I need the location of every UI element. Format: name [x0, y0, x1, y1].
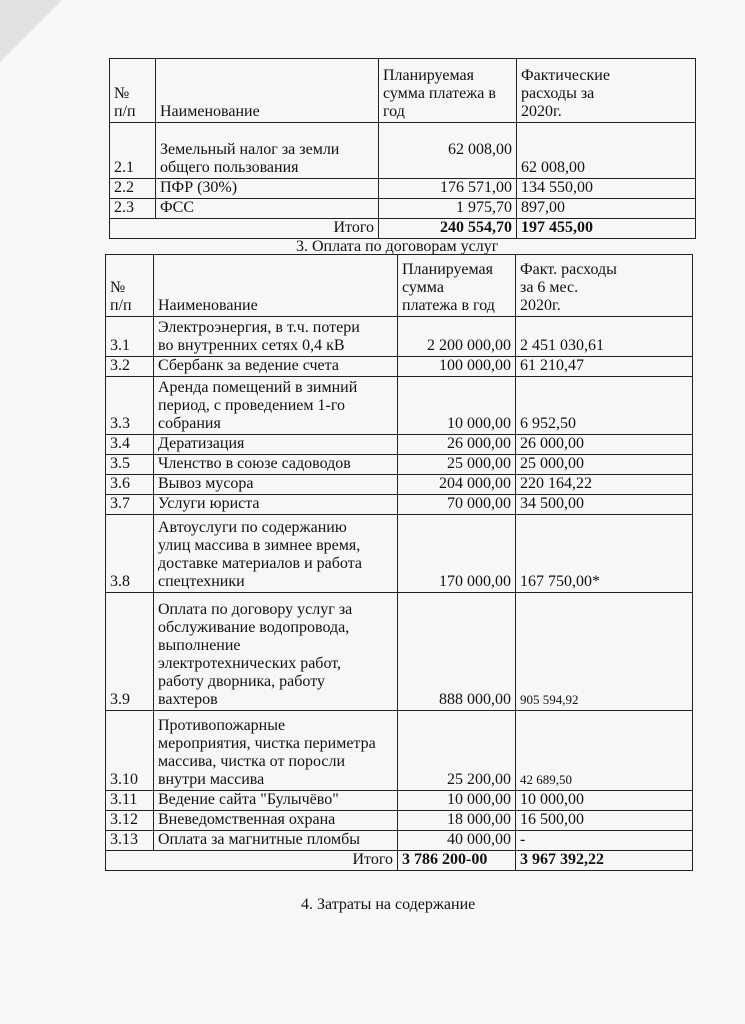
header-actual: Факт. расходы за 6 мес. 2020г. [516, 255, 693, 317]
table-row [110, 199, 696, 219]
row-name: Вневедомственная охрана [154, 811, 398, 831]
row-name: Оплата по договору услуг за обслуживание водопровода, выполнение электротехнических работ, работу дворника, работу вахтеров [154, 593, 398, 711]
row-planned: 62 008,00 [379, 123, 517, 179]
table-row [106, 811, 693, 831]
row-num: 3.1 [106, 317, 154, 357]
row-num: 3.11 [106, 791, 154, 811]
total-planned: 240 554,70 [379, 219, 517, 239]
row-actual: 2 451 030,61 [516, 317, 693, 357]
table-row [106, 455, 693, 475]
row-name: Автоуслуги по содержанию улиц массива в зимнее время, доставке материалов и работа спецтехники [154, 515, 398, 593]
table-row [106, 377, 693, 435]
row-name: Дератизация [154, 435, 398, 455]
table-total-row [106, 851, 693, 871]
table-row [106, 475, 693, 495]
row-actual: 905 594,92 [516, 593, 693, 711]
row-planned: 25 000,00 [398, 455, 516, 475]
row-num: 3.7 [106, 495, 154, 515]
row-planned: 10 000,00 [398, 791, 516, 811]
row-name: Аренда помещений в зимний период, с проведением 1-го собрания [154, 377, 398, 435]
header-num: № п/п [106, 255, 154, 317]
row-num: 3.3 [106, 377, 154, 435]
row-actual: 62 008,00 [517, 123, 696, 179]
table-row [106, 593, 693, 711]
row-num: 2.2 [110, 179, 156, 199]
row-num: 3.13 [106, 831, 154, 851]
total-label: Итого [106, 851, 398, 871]
row-actual: 61 210,47 [516, 357, 693, 377]
row-actual: 6 952,50 [516, 377, 693, 435]
row-planned: 170 000,00 [398, 515, 516, 593]
row-name: Сбербанк за ведение счета [154, 357, 398, 377]
row-planned: 888 000,00 [398, 593, 516, 711]
row-name: ПФР (30%) [156, 179, 379, 199]
table-row [106, 831, 693, 851]
table-row [106, 515, 693, 593]
header-name: Наименование [156, 59, 379, 123]
row-num: 3.2 [106, 357, 154, 377]
header-actual: Фактические расходы за 2020г. [517, 59, 696, 123]
service-contracts-table [105, 254, 693, 871]
row-planned: 70 000,00 [398, 495, 516, 515]
row-num: 2.3 [110, 199, 156, 219]
table-header-row [110, 59, 696, 123]
row-planned: 10 000,00 [398, 377, 516, 435]
table-total-row [110, 219, 696, 239]
row-planned: 40 000,00 [398, 831, 516, 851]
row-actual: 134 550,00 [517, 179, 696, 199]
table-row [106, 711, 693, 791]
total-label: Итого [110, 219, 379, 239]
section-heading: 3. Оплата по договорам услуг [296, 238, 499, 255]
section-heading: 4. Затраты на содержание [301, 896, 476, 913]
row-planned: 176 571,00 [379, 179, 517, 199]
header-planned: Планируемая сумма платежа в год [398, 255, 516, 317]
total-planned: 3 786 200-00 [398, 851, 516, 871]
row-planned: 26 000,00 [398, 435, 516, 455]
row-planned: 100 000,00 [398, 357, 516, 377]
row-planned: 204 000,00 [398, 475, 516, 495]
row-name: Услуги юриста [154, 495, 398, 515]
row-num: 3.9 [106, 593, 154, 711]
row-name: Ведение сайта "Булычёво" [154, 791, 398, 811]
header-num: № п/п [110, 59, 156, 123]
row-actual: 220 164,22 [516, 475, 693, 495]
row-planned: 2 200 000,00 [398, 317, 516, 357]
row-name: ФСС [156, 199, 379, 219]
tax-payments-table [109, 58, 696, 239]
row-name: Членство в союзе садоводов [154, 455, 398, 475]
row-planned: 18 000,00 [398, 811, 516, 831]
row-num: 3.6 [106, 475, 154, 495]
header-name: Наименование [154, 255, 398, 317]
table-row [110, 123, 696, 179]
row-actual: 10 000,00 [516, 791, 693, 811]
row-name: Вывоз мусора [154, 475, 398, 495]
row-name: Земельный налог за земли общего пользования [156, 123, 379, 179]
row-actual: 26 000,00 [516, 435, 693, 455]
table-row [106, 435, 693, 455]
row-name: Оплата за магнитные пломбы [154, 831, 398, 851]
row-num: 3.4 [106, 435, 154, 455]
row-actual: - [516, 831, 693, 851]
row-actual: 42 689,50 [516, 711, 693, 791]
row-planned: 25 200,00 [398, 711, 516, 791]
row-num: 3.12 [106, 811, 154, 831]
row-actual: 25 000,00 [516, 455, 693, 475]
table-row [106, 317, 693, 357]
row-name: Электроэнергия, в т.ч. потери во внутренних сетях 0,4 кВ [154, 317, 398, 357]
row-num: 3.5 [106, 455, 154, 475]
row-actual: 34 500,00 [516, 495, 693, 515]
row-num: 3.8 [106, 515, 154, 593]
row-planned: 1 975,70 [379, 199, 517, 219]
table-row [106, 495, 693, 515]
row-actual: 16 500,00 [516, 811, 693, 831]
page-corner-fold [0, 0, 62, 62]
row-actual: 897,00 [517, 199, 696, 219]
header-planned: Планируемая сумма платежа в год [379, 59, 517, 123]
total-actual: 3 967 392,22 [516, 851, 693, 871]
table-row [110, 179, 696, 199]
total-actual: 197 455,00 [517, 219, 696, 239]
row-name: Противопожарные мероприятия, чистка периметра массива, чистка от поросли внутри массива [154, 711, 398, 791]
row-num: 3.10 [106, 711, 154, 791]
table-row [106, 791, 693, 811]
table-header-row [106, 255, 693, 317]
row-actual: 167 750,00* [516, 515, 693, 593]
row-num: 2.1 [110, 123, 156, 179]
table-row [106, 357, 693, 377]
